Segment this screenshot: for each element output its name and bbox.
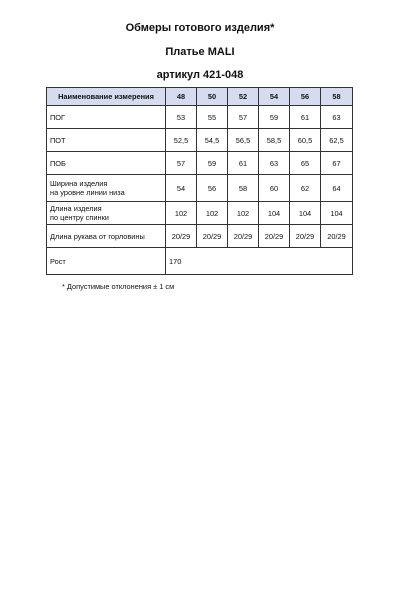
- cell-value: 56: [197, 175, 228, 202]
- cell-value: 60,5: [290, 129, 321, 152]
- footnote: * Допустимые отклонения ± 1 см: [62, 282, 175, 291]
- cell-value: 104: [321, 202, 353, 225]
- cell-value: 54,5: [197, 129, 228, 152]
- cell-value: 56,5: [228, 129, 259, 152]
- row-label: Ширина изделия на уровне линии низа: [47, 175, 166, 202]
- cell-value: 58,5: [259, 129, 290, 152]
- table-row: [47, 129, 353, 152]
- row-label: Длина изделия по центру спинки: [47, 202, 166, 225]
- cell-value: 63: [259, 152, 290, 175]
- product-name: Платье MALI: [165, 46, 235, 58]
- document-title: Обмеры готового изделия*: [125, 22, 275, 34]
- table-row: [47, 152, 353, 175]
- cell-value: 20/29: [166, 225, 197, 248]
- cell-value: 64: [321, 175, 353, 202]
- cell-value: 20/29: [321, 225, 353, 248]
- header-size: 48: [166, 88, 197, 106]
- cell-value: 59: [259, 106, 290, 129]
- article-number: артикул 421-048: [156, 69, 244, 81]
- cell-value: 65: [290, 152, 321, 175]
- cell-value: 59: [197, 152, 228, 175]
- cell-value: 55: [197, 106, 228, 129]
- cell-value: 62,5: [321, 129, 353, 152]
- row-label: ПОГ: [47, 106, 166, 129]
- cell-value: 102: [166, 202, 197, 225]
- table-row: [47, 248, 353, 275]
- cell-value: 20/29: [228, 225, 259, 248]
- cell-value: 67: [321, 152, 353, 175]
- cell-value: 61: [290, 106, 321, 129]
- cell-value: 62: [290, 175, 321, 202]
- row-label: ПОТ: [47, 129, 166, 152]
- header-size: 58: [321, 88, 353, 106]
- cell-value: 54: [166, 175, 197, 202]
- measurements-table: [46, 87, 353, 275]
- cell-value: 102: [228, 202, 259, 225]
- header-size: 50: [197, 88, 228, 106]
- cell-value: 20/29: [259, 225, 290, 248]
- header-measurement-name: Наименование измерения: [47, 88, 166, 106]
- table-row: [47, 175, 353, 202]
- table-row: [47, 225, 353, 248]
- cell-value: 102: [197, 202, 228, 225]
- cell-value: 104: [290, 202, 321, 225]
- cell-value: 53: [166, 106, 197, 129]
- cell-value: 104: [259, 202, 290, 225]
- cell-value: 20/29: [197, 225, 228, 248]
- cell-value: 20/29: [290, 225, 321, 248]
- header-size: 56: [290, 88, 321, 106]
- cell-value: 63: [321, 106, 353, 129]
- row-label: ПОБ: [47, 152, 166, 175]
- cell-value: 52,5: [166, 129, 197, 152]
- cell-value: 57: [166, 152, 197, 175]
- table-row: [47, 202, 353, 225]
- row-label: Рост: [47, 248, 166, 275]
- cell-value: 60: [259, 175, 290, 202]
- cell-value: 61: [228, 152, 259, 175]
- header-size: 52: [228, 88, 259, 106]
- table-header-row: [47, 88, 353, 106]
- cell-value: 58: [228, 175, 259, 202]
- row-label: Длина рукава от горловины: [47, 225, 166, 248]
- cell-value: 170: [166, 248, 353, 275]
- cell-value: 57: [228, 106, 259, 129]
- header-size: 54: [259, 88, 290, 106]
- table-row: [47, 106, 353, 129]
